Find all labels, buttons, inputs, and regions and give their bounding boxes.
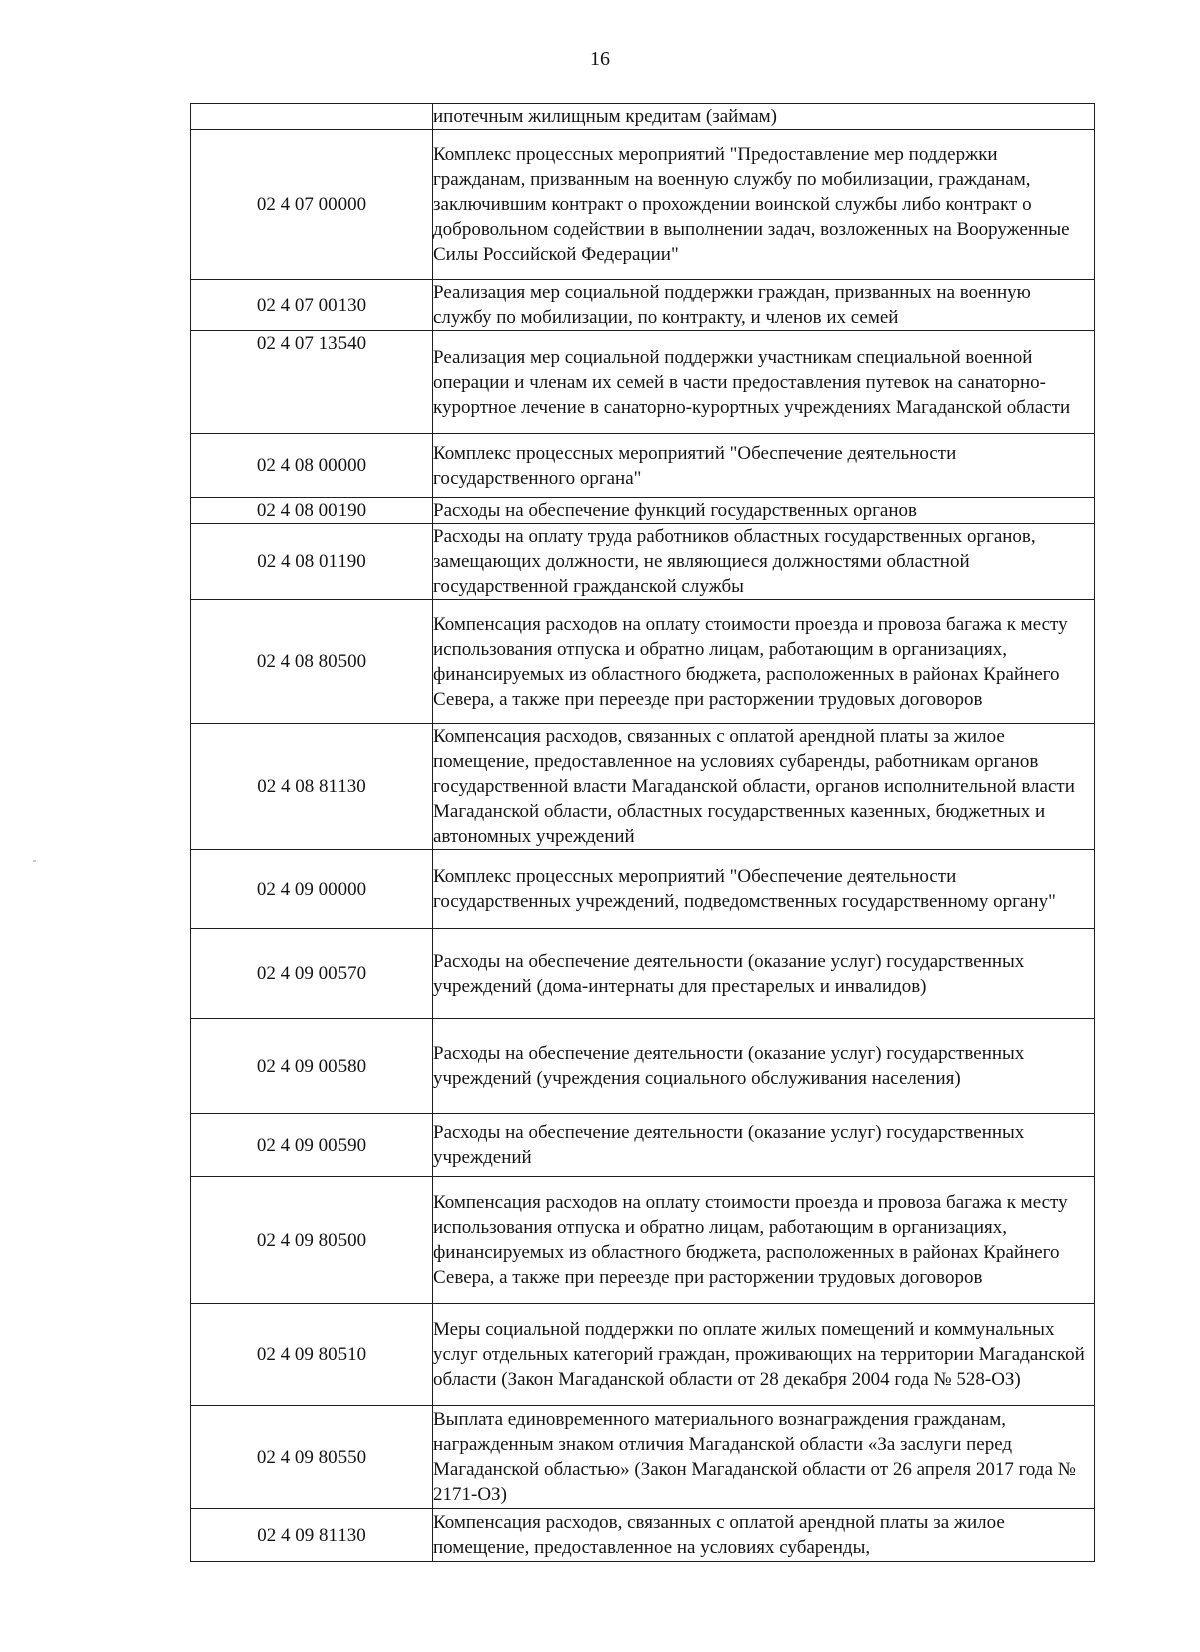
table-row bbox=[191, 1177, 1095, 1304]
code-cell: 02 4 09 00000 bbox=[191, 850, 433, 929]
description-cell: Комплекс процессных мероприятий "Обеспечение деятельности государственных учреждений, подведомственных государственному органу" bbox=[433, 850, 1095, 929]
code-cell: 02 4 09 00590 bbox=[191, 1114, 433, 1177]
code-cell: 02 4 08 00000 bbox=[191, 434, 433, 498]
description-cell: Компенсация расходов, связанных с оплатой арендной платы за жилое помещение, предоставленное на условиях субаренды, bbox=[433, 1509, 1095, 1562]
scan-speck bbox=[33, 860, 36, 862]
description-cell: ипотечным жилищным кредитам (займам) bbox=[433, 104, 1095, 130]
table-row bbox=[191, 104, 1095, 130]
table-row bbox=[191, 498, 1095, 524]
description-cell: Расходы на обеспечение деятельности (оказание услуг) государственных учреждений (дома-интернаты для престарелых и инвалидов) bbox=[433, 929, 1095, 1019]
table-row bbox=[191, 724, 1095, 850]
code-cell: 02 4 09 80550 bbox=[191, 1406, 433, 1509]
table-row bbox=[191, 434, 1095, 498]
code-cell: 02 4 09 00570 bbox=[191, 929, 433, 1019]
code-cell: 02 4 09 81130 bbox=[191, 1509, 433, 1562]
description-cell: Компенсация расходов, связанных с оплатой арендной платы за жилое помещение, предоставленное на условиях субаренды, работникам органов государственной власти Магаданской области, органов исполнительной власти Магаданской области, областных государственных казенных, бюджетных и автономных учреждений bbox=[433, 724, 1095, 850]
description-cell: Реализация мер социальной поддержки граждан, призванных на военную службу по мобилизации, по контракту, и членов их семей bbox=[433, 280, 1095, 331]
code-cell: 02 4 09 80510 bbox=[191, 1304, 433, 1406]
description-cell: Выплата единовременного материального вознаграждения гражданам, награжденным знаком отличия Магаданской области «За заслуги перед Магаданской областью» (Закон Магаданской области от 26 апреля 2017 года № 2171-ОЗ) bbox=[433, 1406, 1095, 1509]
code-cell: 02 4 07 00130 bbox=[191, 280, 433, 331]
description-cell: Реализация мер социальной поддержки участникам специальной военной операции и членам их семей в части предоставления путевок на санаторно-курортное лечение в санаторно-курортных учреждениях Магаданской области bbox=[433, 331, 1095, 434]
description-cell: Меры социальной поддержки по оплате жилых помещений и коммунальных услуг отдельных категорий граждан, проживающих на территории Магаданской области (Закон Магаданской области от 28 декабря 2004 года № 528-ОЗ) bbox=[433, 1304, 1095, 1406]
description-cell: Комплекс процессных мероприятий "Обеспечение деятельности государственного органа" bbox=[433, 434, 1095, 498]
table-row bbox=[191, 1406, 1095, 1509]
table-row bbox=[191, 524, 1095, 600]
table-row bbox=[191, 1114, 1095, 1177]
code-cell: 02 4 07 13540 bbox=[191, 331, 433, 434]
budget-code-table bbox=[190, 103, 1095, 1562]
table-row bbox=[191, 600, 1095, 724]
code-cell: 02 4 08 00190 bbox=[191, 498, 433, 524]
table-row bbox=[191, 1509, 1095, 1562]
table-row bbox=[191, 929, 1095, 1019]
description-cell: Компенсация расходов на оплату стоимости проезда и провоза багажа к месту использования отпуска и обратно лицам, работающим в организациях, финансируемых из областного бюджета, расположенных в районах Крайнего Севера, а также при переезде при расторжении трудовых договоров bbox=[433, 600, 1095, 724]
table-row bbox=[191, 130, 1095, 280]
code-cell: 02 4 08 01190 bbox=[191, 524, 433, 600]
code-cell bbox=[191, 104, 433, 130]
description-cell: Расходы на обеспечение функций государственных органов bbox=[433, 498, 1095, 524]
table-row bbox=[191, 331, 1095, 434]
table-row bbox=[191, 1304, 1095, 1406]
table-row bbox=[191, 850, 1095, 929]
table-row bbox=[191, 280, 1095, 331]
code-cell: 02 4 07 00000 bbox=[191, 130, 433, 280]
description-cell: Расходы на обеспечение деятельности (оказание услуг) государственных учреждений bbox=[433, 1114, 1095, 1177]
code-cell: 02 4 08 80500 bbox=[191, 600, 433, 724]
description-cell: Комплекс процессных мероприятий "Предоставление мер поддержки гражданам, призванным на военную службу по мобилизации, гражданам, заключившим контракт о прохождении воинской службы либо контракт о добровольном содействии в выполнении задач, возложенных на Вооруженные Силы Российской Федерации" bbox=[433, 130, 1095, 280]
code-cell: 02 4 09 80500 bbox=[191, 1177, 433, 1304]
description-cell: Компенсация расходов на оплату стоимости проезда и провоза багажа к месту использования отпуска и обратно лицам, работающим в организациях, финансируемых из областного бюджета, расположенных в районах Крайнего Севера, а также при переезде при расторжении трудовых договоров bbox=[433, 1177, 1095, 1304]
description-cell: Расходы на обеспечение деятельности (оказание услуг) государственных учреждений (учреждения социального обслуживания населения) bbox=[433, 1019, 1095, 1114]
page-number: 16 bbox=[590, 48, 610, 70]
code-cell: 02 4 08 81130 bbox=[191, 724, 433, 850]
code-cell: 02 4 09 00580 bbox=[191, 1019, 433, 1114]
description-cell: Расходы на оплату труда работников областных государственных органов, замещающих должности, не являющиеся должностями областной государственной гражданской службы bbox=[433, 524, 1095, 600]
table-row bbox=[191, 1019, 1095, 1114]
